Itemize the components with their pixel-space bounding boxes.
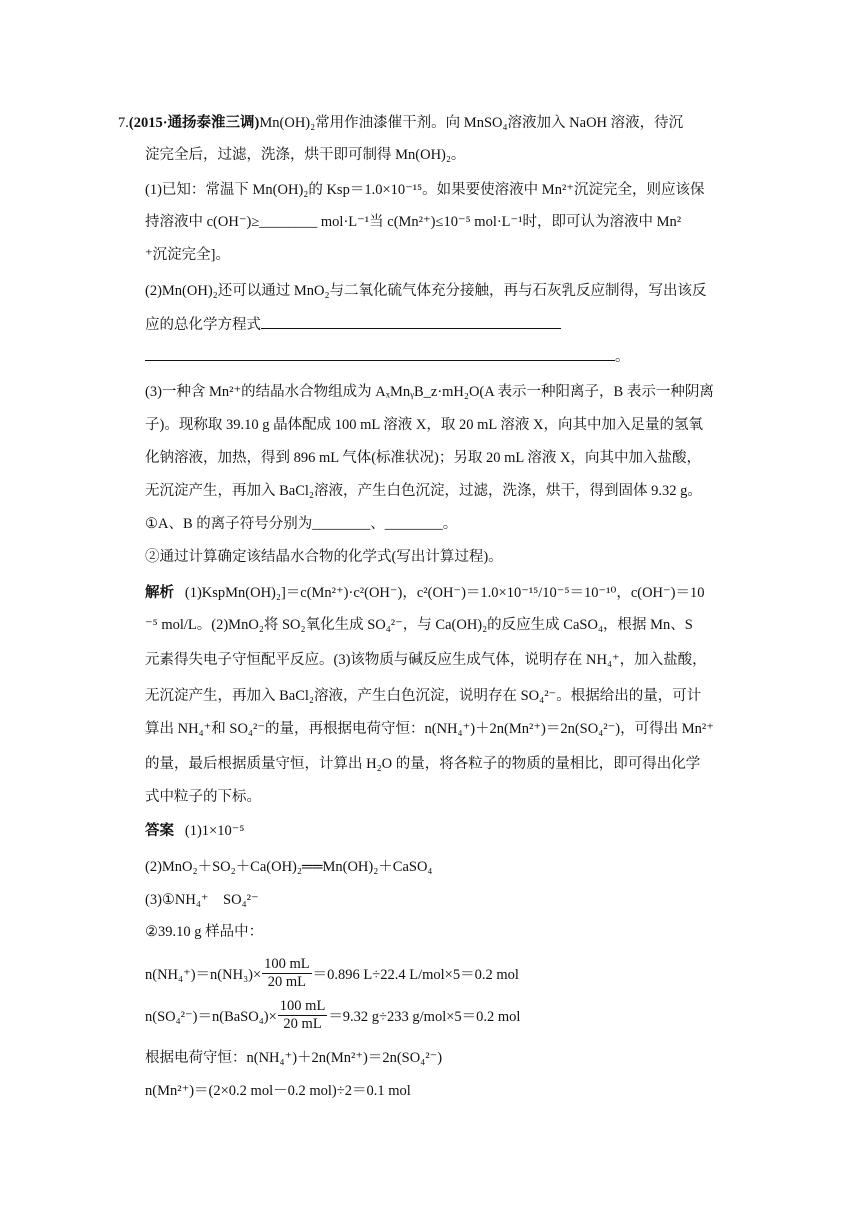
- question-line-1: [118, 113, 683, 133]
- analysis-line-6: 的量，最后根据质量守恒，计算出 H₂O 的量，将各粒子的物质的量相比，即可得出化学: [145, 756, 701, 772]
- analysis-line-4: 无沉淀产生，再加入 BaCl₂溶液，产生白色沉淀，说明存在 SO₄²⁻。根据给出的量，可计: [145, 688, 702, 704]
- question-line-6: (2)Mn(OH)₂还可以通过 MnO₂与二氧化硫气体充分接触，再与石灰乳反应制得，写出该反: [145, 283, 707, 299]
- fraction-numerator: 100 mL: [279, 998, 326, 1015]
- answer-part1: (1)1×10⁻⁵: [184, 823, 245, 839]
- answer-line-1: [145, 821, 244, 841]
- question-line-11: 化钠溶液，加热，得到 896 mL 气体(标准状况)；另取 20 mL 溶液 X，向其中加入盐酸，: [145, 450, 701, 466]
- question-line-3: (1)已知：常温下 Mn(OH)₂的 Ksp＝1.0×10⁻¹⁵。如果要使溶液中 Mn²⁺沉淀完全，则应该保: [145, 182, 705, 198]
- fraction-numerator: 100 mL: [264, 956, 310, 973]
- fraction-denominator: 20 mL: [267, 974, 307, 991]
- question-line-12: 无沉淀产生，再加入 BaCl₂溶液，产生白色沉淀，过滤，洗涤，烘干，得到固体 9.32 g。: [145, 483, 702, 499]
- calc2-left: n(SO₄²⁻)＝n(BaSO₄)×: [145, 1009, 277, 1025]
- answer-line-3: (3)①NH₄⁺ SO₄²⁻: [145, 892, 259, 908]
- question-line-9: (3)一种含 Mn²⁺的结晶水合物组成为 AₓMnᵧB_z·mH₂O(A 表示一种阳离子，B 表示一种阴离: [145, 384, 714, 400]
- analysis-text-1: (1)KspMn(OH)₂]＝c(Mn²⁺)·c²(OH⁻)，c²(OH⁻)＝1.0×10⁻¹⁵/10⁻⁵＝10⁻¹⁰，c(OH⁻)＝10: [184, 585, 705, 601]
- question-line-8-text: 。: [615, 349, 630, 365]
- question-line-10: 子)。现称取 39.10 g 晶体配成 100 mL 溶液 X，取 20 mL 溶液 X，向其中加入足量的氢氧: [145, 417, 703, 433]
- calc1-left: n(NH₄⁺)＝n(NH₃)×: [145, 967, 262, 983]
- question-source: (2015·通扬泰淮三调): [128, 115, 260, 131]
- question-text: Mn(OH)₂常用作油漆催干剂。向 MnSO₄溶液加入 NaOH 溶液，待沉: [259, 115, 684, 131]
- answer-line-8: n(Mn²⁺)＝(2×0.2 mol－0.2 mol)÷2＝0.1 mol: [145, 1083, 411, 1099]
- question-line-5: ⁺沉淀完全]。: [145, 247, 230, 263]
- analysis-line-1: [145, 583, 705, 603]
- answer-blank-equation[interactable]: [261, 314, 561, 329]
- answer-line-4: ②39.10 g 样品中：: [145, 924, 264, 940]
- analysis-line-5: 算出 NH₄⁺和 SO₄²⁻的量，再根据电荷守恒：n(NH₄⁺)＋2n(Mn²⁺)＝2n(SO₄²⁻)，可得出 Mn²⁺: [145, 721, 714, 737]
- question-line-2: 淀完全后，过滤，洗涤，烘干即可制得 Mn(OH)₂。: [145, 147, 466, 163]
- question-line-4: 持溶液中 c(OH⁻)≥________ mol·L⁻¹当 c(Mn²⁺)≤10⁻⁵ mol·L⁻¹时，即可认为溶液中 Mn²: [145, 214, 682, 230]
- answer-blank-equation-cont[interactable]: [145, 346, 615, 361]
- question-line-7: [145, 314, 561, 335]
- question-line-13: ①A、B 的离子符号分别为________、________。: [145, 516, 458, 532]
- answer-calc-2: [145, 997, 520, 1037]
- analysis-line-7: 式中粒子的下标。: [145, 789, 261, 805]
- fraction-denominator: 20 mL: [283, 1016, 322, 1033]
- fraction-volume-ratio: [278, 998, 328, 1033]
- question-line-7-text: 应的总化学方程式: [145, 317, 261, 333]
- answer-line-2: (2)MnO₂＋SO₂＋Ca(OH)₂══Mn(OH)₂＋CaSO₄: [145, 859, 433, 875]
- analysis-label: 解析: [145, 585, 174, 601]
- fraction-volume-ratio: [262, 956, 312, 991]
- calc2-right: ＝9.32 g÷233 g/mol×5＝0.2 mol: [328, 1009, 521, 1025]
- analysis-line-2: ⁻⁵ mol/L。(2)MnO₂将 SO₂氧化生成 SO₄²⁻，与 Ca(OH)₂的反应生成 CaSO₄，根据 Mn、S: [145, 617, 693, 633]
- question-line-8: [145, 346, 630, 367]
- answer-calc-1: [145, 955, 519, 995]
- answer-label: 答案: [145, 823, 174, 839]
- answer-line-7: 根据电荷守恒：n(NH₄⁺)＋2n(Mn²⁺)＝2n(SO₄²⁻): [145, 1050, 443, 1066]
- calc1-right: ＝0.896 L÷22.4 L/mol×5＝0.2 mol: [312, 967, 519, 983]
- question-line-14: ②通过计算确定该结晶水合物的化学式(写出计算过程)。: [145, 549, 503, 565]
- question-number: 7.: [118, 115, 129, 131]
- analysis-line-3: 元素得失电子守恒配平反应。(3)该物质与碱反应生成气体，说明存在 NH₄⁺，加入盐酸，: [145, 652, 707, 668]
